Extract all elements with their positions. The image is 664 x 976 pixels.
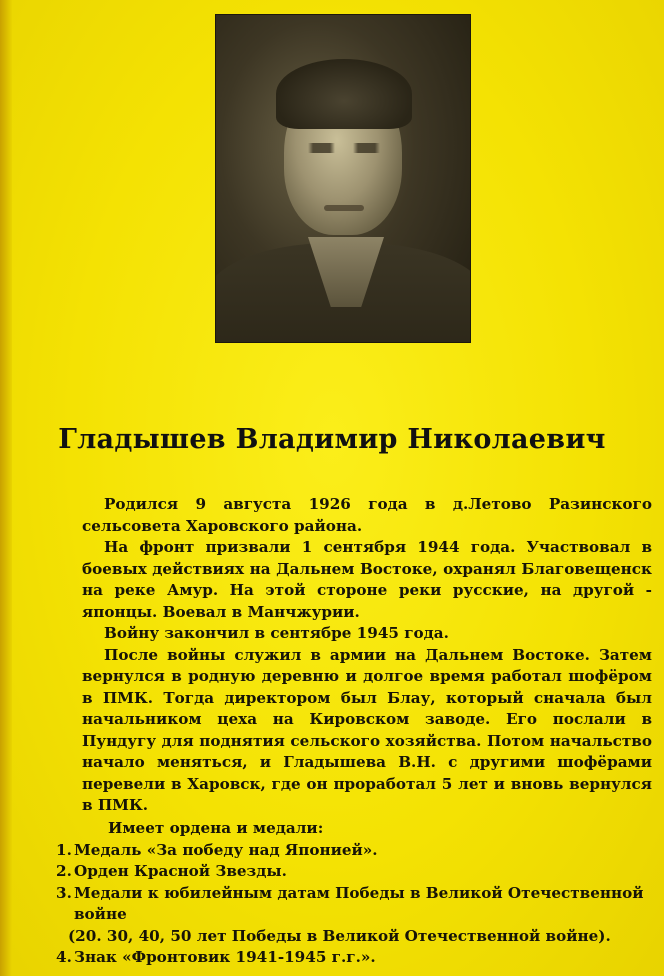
award-text: Знак «Фронтовик 1941-1945 г.г.». — [74, 948, 376, 966]
award-note: (20. 30, 40, 50 лет Победы в Великой Отечественной войне). — [68, 926, 611, 945]
award-number: 3. — [56, 883, 72, 902]
awards-heading: Имеет ордена и медали: — [108, 819, 324, 837]
portrait-photo — [216, 15, 470, 342]
bio-paragraph-after-war: После войны служил в армии на Дальнем Востоке. Затем вернулся в родную деревню и долгое время работал шофёром в ПМК. Тогда директором был Блау, который сначала был начальником цеха на Кировском заводе. Его послали в Пундугу для поднятия сельского хозяйства. Потом начальство начало меняться, и Гладышева В.Н. с другими шофёрами перевели в Харовск, где он проработал 5 лет и вновь вернулся в ПМК. — [82, 645, 652, 814]
paper-edge — [0, 0, 12, 976]
awards-section — [56, 818, 652, 969]
award-item — [56, 840, 652, 862]
award-number: 4. — [56, 948, 72, 966]
award-text: Орден Красной Звезды. — [74, 862, 287, 880]
bio-paragraph-birth: Родился 9 августа 1926 года в д.Летово Разинского сельсовета Харовского района. — [82, 495, 652, 535]
award-number: 1. — [56, 840, 72, 859]
person-name-title: Гладышев Владимир Николаевич — [58, 424, 606, 455]
award-text: Медали к юбилейным датам Победы в Великой Отечественной войне — [74, 883, 644, 923]
bio-paragraph-front: На фронт призвали 1 сентября 1944 года. Участвовал в боевых действиях на Дальнем Востоке, охранял Благовещенск на реке Амур. На этой стороне реки русские, на другой - японцы. Воевал в Манчжурии. — [82, 538, 652, 621]
award-item — [56, 861, 652, 883]
award-item — [56, 883, 652, 926]
award-text: Медаль «За победу над Японией». — [74, 840, 378, 859]
bio-paragraph-war-end: Войну закончил в сентябре 1945 года. — [104, 624, 449, 642]
biography-text — [82, 494, 652, 817]
awards-list — [56, 840, 652, 969]
award-number: 2. — [56, 862, 72, 880]
award-item — [56, 947, 652, 969]
